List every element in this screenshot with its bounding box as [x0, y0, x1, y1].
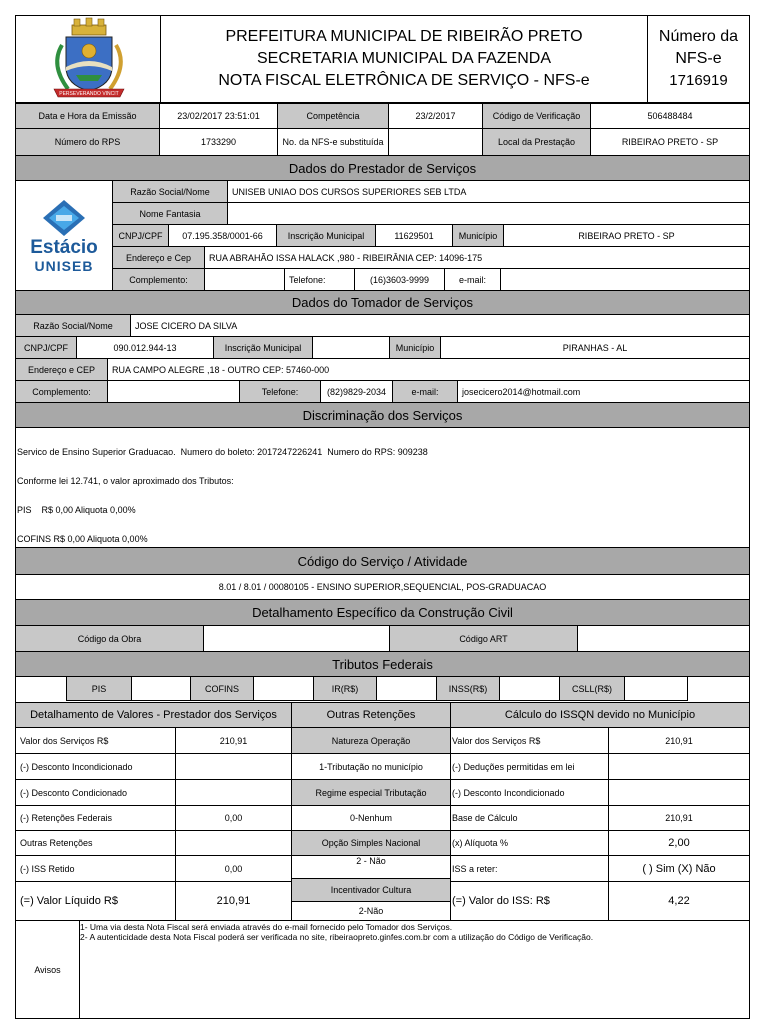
prestador-telefone-value: (16)3603-9999: [354, 268, 445, 291]
valor-iss-label: (=) Valor do ISS: R$: [450, 881, 609, 921]
prestador-fantasia-label: Nome Fantasia: [112, 202, 228, 225]
header-title-line2: SECRETARIA MUNICIPAL DA FAZENDA: [257, 50, 551, 67]
aviso-line: 1- Uma via desta Nota Fiscal será enviada através do e-mail fornecido pelo Tomador dos Serviços.: [80, 922, 453, 932]
prestador-endereco-label: Endereço e Cep: [112, 246, 205, 269]
estacio-diamond-icon: [41, 198, 87, 238]
header-title-line1: PREFEITURA MUNICIPAL DE RIBEIRÃO PRETO: [225, 28, 583, 45]
calculo-issqn-title: Cálculo do ISSQN devido no Município: [450, 702, 750, 728]
tomador-telefone-value: (82)9829-2034: [320, 380, 393, 403]
logo-word-uniseb: UNISEB: [34, 257, 94, 274]
header-title: [160, 15, 648, 103]
rps-label: Número do RPS: [15, 128, 160, 156]
rps-value: 1733290: [159, 128, 278, 156]
prestador-cnpj-value: 07.195.358/0001-66: [168, 224, 277, 247]
desconto-condicionado-value: [175, 779, 292, 806]
local-prestacao-label: Local da Prestação: [482, 128, 591, 156]
regime-especial-value: 0-Nenhum: [291, 805, 451, 831]
tomador-endereco-value: RUA CAMPO ALEGRE ,18 - OUTRO CEP: 57460-000: [107, 358, 750, 381]
discriminacao-line: Servico de Ensino Superior Graduacao. Numero do boleto: 2017247226241 Numero do RPS: 909238: [17, 447, 428, 458]
tomador-email-value: josecicero2014@hotmail.com: [457, 380, 750, 403]
codigo-obra-value: [203, 625, 390, 652]
issqn-valor-servicos-label: Valor dos Serviços R$: [450, 727, 609, 754]
discriminacao-text: [15, 427, 750, 548]
valor-servicos-label: Valor dos Serviços R$: [15, 727, 176, 754]
tomador-complemento-value: [107, 380, 240, 403]
prestador-fantasia-value: [227, 202, 750, 225]
tomador-municipio-label: Município: [389, 336, 441, 359]
tomador-im-label: Inscrição Municipal: [213, 336, 313, 359]
iss-reter-label: ISS a reter:: [450, 855, 609, 882]
desconto-incondicionado-label: (-) Desconto Incondicionado: [15, 753, 176, 780]
valor-liquido-label: (=) Valor Líquido R$: [15, 881, 176, 921]
aliquota-value: 2,00: [608, 830, 750, 856]
outras-retencoes-value: [175, 830, 292, 856]
valor-liquido-value: 210,91: [175, 881, 292, 921]
desconto-incondicionado-value: [175, 753, 292, 780]
cofins-label: COFINS: [190, 676, 254, 701]
pis-label: PIS: [66, 676, 132, 701]
valor-servicos-value: 210,91: [175, 727, 292, 754]
deducoes-label: (-) Deduções permitidas em lei: [450, 753, 609, 780]
deducoes-value: [608, 753, 750, 780]
competencia-label: Competência: [277, 103, 389, 129]
tomador-email-label: e-mail:: [392, 380, 458, 403]
prestador-logo: [15, 180, 113, 291]
regime-especial-label: Regime especial Tributação: [291, 779, 451, 806]
issqn-desconto-incondicionado-label: (-) Desconto Incondicionado: [450, 779, 609, 806]
tomador-section-title: Dados do Tomador de Serviços: [15, 290, 750, 315]
incentivador-cultura-value: 2-Não: [291, 901, 451, 921]
nfse-number-label2: NFS-e: [675, 50, 722, 67]
prestador-im-value: 11629501: [375, 224, 453, 247]
csll-label: CSLL(R$): [559, 676, 625, 701]
avisos-label: Avisos: [15, 920, 80, 1019]
prestador-cnpj-label: CNPJ/CPF: [112, 224, 169, 247]
nfse-number-label1: Número da: [658, 28, 739, 45]
base-calculo-value: 210,91: [608, 805, 750, 831]
natureza-operacao-label: Natureza Operação: [291, 727, 451, 754]
issqn-valor-servicos-value: 210,91: [608, 727, 750, 754]
prestador-complemento-value: [204, 268, 285, 291]
nfse-number-value: 1716919: [669, 72, 728, 89]
iss-retido-value: 0,00: [175, 855, 292, 882]
retencoes-federais-label: (-) Retenções Federais: [15, 805, 176, 831]
construcao-section-title: Detalhamento Específico da Construção Civil: [15, 599, 750, 626]
csll-value: [624, 676, 688, 701]
logo-word-estacio: Estácio: [30, 236, 98, 258]
discriminacao-section-title: Discriminação dos Serviços: [15, 402, 750, 428]
header-title-line3: NOTA FISCAL ELETRÔNICA DE SERVIÇO - NFS-e: [218, 72, 590, 89]
seal-motto: PERSEVERANDO VINCIT: [59, 91, 119, 97]
simples-nacional-value: 2 - Não: [291, 855, 451, 879]
tomador-telefone-label: Telefone:: [239, 380, 321, 403]
codigo-art-label: Código ART: [389, 625, 578, 652]
ir-value: [376, 676, 437, 701]
valores-prestador-title: Detalhamento de Valores - Prestador dos Serviços: [15, 702, 292, 728]
nfse-substituida-label: No. da NFS-e substituída: [277, 128, 389, 156]
outras-retencoes-label: Outras Retenções: [15, 830, 176, 856]
competencia-value: 23/2/2017: [388, 103, 483, 129]
iss-retido-label: (-) ISS Retido: [15, 855, 176, 882]
nfse-number-box: [647, 15, 750, 103]
discriminacao-line: COFINS R$ 0,00 Aliquota 0,00%: [17, 533, 148, 544]
codigo-verificacao-label: Código de Verificação: [482, 103, 591, 129]
prestador-municipio-value: RIBEIRAO PRETO - SP: [503, 224, 750, 247]
prestador-municipio-label: Município: [452, 224, 504, 247]
codigo-servico-section-title: Código do Serviço / Atividade: [15, 547, 750, 575]
tomador-razao-label: Razão Social/Nome: [15, 314, 131, 337]
tomador-endereco-label: Endereço e CEP: [15, 358, 108, 381]
desconto-condicionado-label: (-) Desconto Condicionado: [15, 779, 176, 806]
outras-retencoes-title: Outras Retenções: [291, 702, 451, 728]
pis-value: [131, 676, 191, 701]
aviso-line: 2- A autenticidade desta Nota Fiscal poderá ser verificada no site, ribeiraopreto.ginfes.com.br com a utilização do Código de Verificação.: [80, 932, 594, 942]
prestador-razao-value: UNISEB UNIAO DOS CURSOS SUPERIORES SEB LTDA: [227, 180, 750, 203]
valor-iss-value: 4,22: [608, 881, 750, 921]
iss-reter-value: ( ) Sim (X) Não: [608, 855, 750, 882]
prestador-telefone-label: Telefone:: [284, 268, 355, 291]
tomador-im-value: [312, 336, 390, 359]
tomador-cnpj-label: CNPJ/CPF: [15, 336, 77, 359]
prestador-complemento-label: Complemento:: [112, 268, 205, 291]
prestador-im-label: Inscrição Municipal: [276, 224, 376, 247]
prestador-section-title: Dados do Prestador de Serviços: [15, 155, 750, 181]
discriminacao-line: Conforme lei 12.741, o valor aproximado dos Tributos:: [17, 475, 234, 486]
tomador-complemento-label: Complemento:: [15, 380, 108, 403]
emissao-value: 23/02/2017 23:51:01: [159, 103, 278, 129]
tomador-razao-value: JOSE CICERO DA SILVA: [130, 314, 750, 337]
codigo-servico-value: 8.01 / 8.01 / 00080105 - ENSINO SUPERIOR,SEQUENCIAL, POS-GRADUACAO: [15, 574, 750, 600]
inss-value: [499, 676, 560, 701]
prestador-email-label: e-mail:: [444, 268, 501, 291]
emissao-label: Data e Hora da Emissão: [15, 103, 160, 129]
tomador-cnpj-value: 090.012.944-13: [76, 336, 214, 359]
retencoes-federais-value: 0,00: [175, 805, 292, 831]
tomador-municipio-value: PIRANHAS - AL: [440, 336, 750, 359]
natureza-operacao-value: 1-Tributação no município: [291, 753, 451, 780]
prestador-endereco-value: RUA ABRAHÃO ISSA HALACK ,980 - RIBEIRÂNIA CEP: 14096-175: [204, 246, 750, 269]
prestador-razao-label: Razão Social/Nome: [112, 180, 228, 203]
codigo-obra-label: Código da Obra: [15, 625, 204, 652]
incentivador-cultura-label: Incentivador Cultura: [291, 878, 451, 902]
ir-label: IR(R$): [313, 676, 377, 701]
aliquota-label: (x) Alíquota %: [450, 830, 609, 856]
codigo-art-value: [577, 625, 750, 652]
simples-nacional-label: Opção Simples Nacional: [291, 830, 451, 856]
issqn-desconto-incondicionado-value: [608, 779, 750, 806]
avisos-text: [79, 920, 750, 1019]
local-prestacao-value: RIBEIRAO PRETO - SP: [590, 128, 750, 156]
coat-of-arms-icon: [16, 15, 162, 103]
discriminacao-line: PIS R$ 0,00 Aliquota 0,00%: [17, 504, 136, 515]
codigo-verificacao-value: 506488484: [590, 103, 750, 129]
prestador-email-value: [500, 268, 750, 291]
tributos-section-title: Tributos Federais: [15, 651, 750, 677]
inss-label: INSS(R$): [436, 676, 500, 701]
base-calculo-label: Base de Cálculo: [450, 805, 609, 831]
cofins-value: [253, 676, 314, 701]
coat-of-arms-cell: [15, 15, 161, 103]
nfse-substituida-value: [388, 128, 483, 156]
